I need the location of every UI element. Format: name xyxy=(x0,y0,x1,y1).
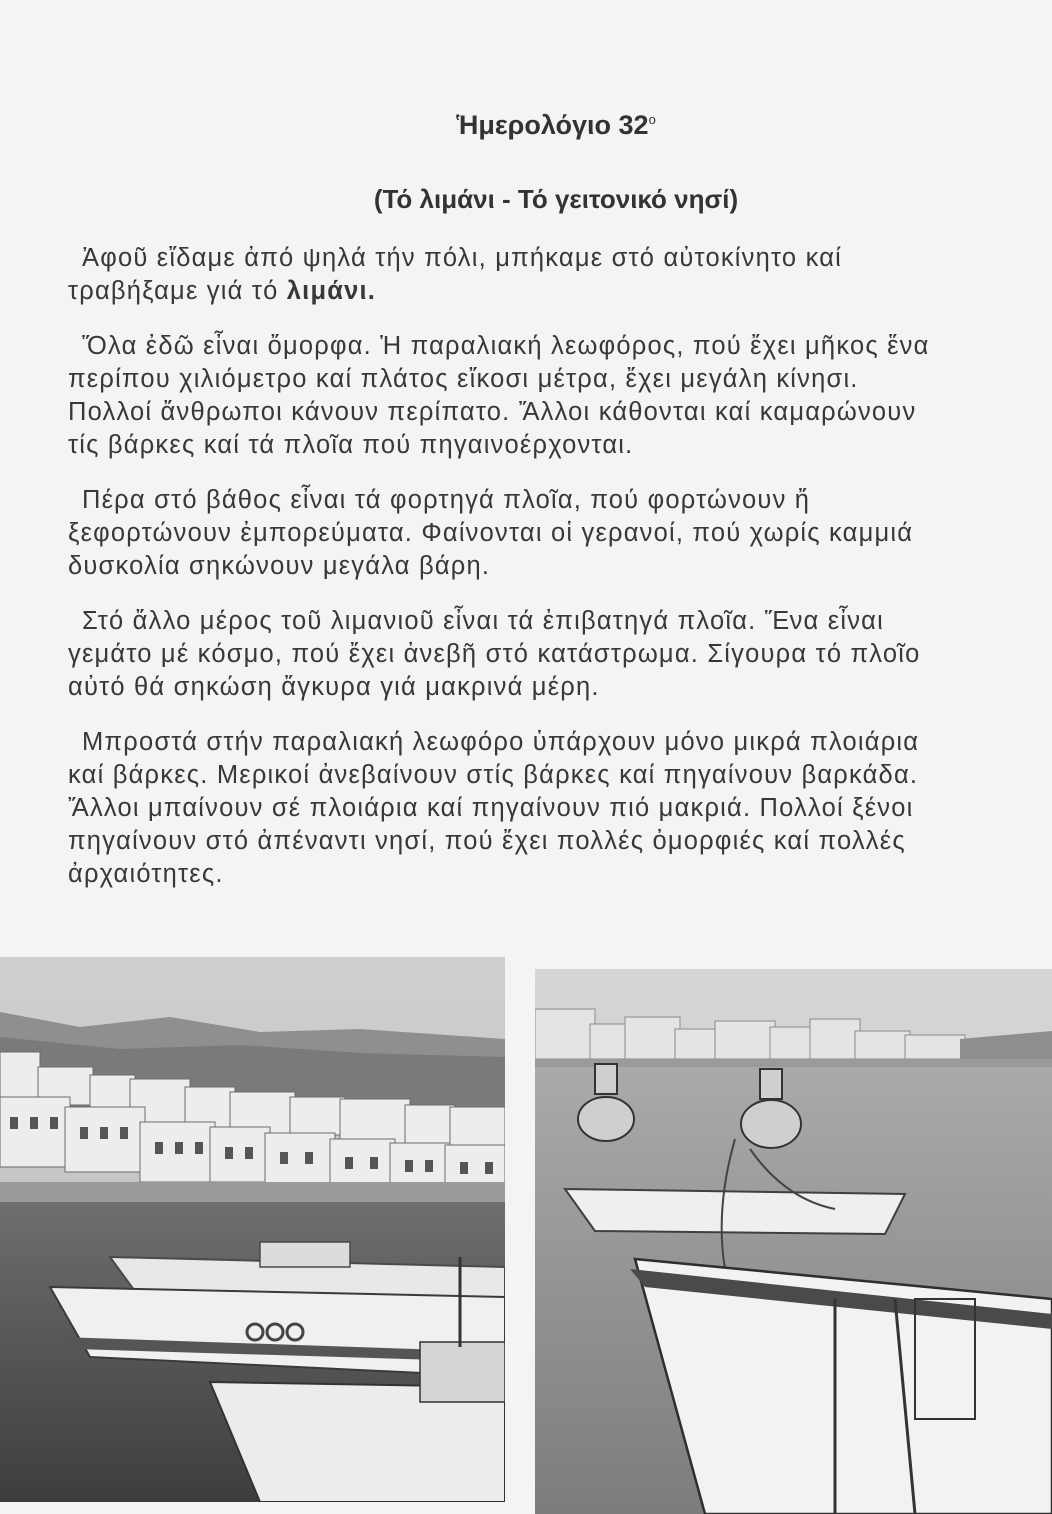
paragraph-5: Μπροστά στήν παραλιακή λεωφόρο ὑπάρχουν μόνο μικρά πλοιάρια καί βάρκες. Μερικοί ἀνεβαίνουν στίς βάρκες καί πηγαίνουν βαρκάδα. Ἄλλοι μπαίνουν σέ πλοιάρια καί πηγαίνουν πιό μακριά. Πολλοί ξένοι πηγαίνουν στό ἀπέναντι νησί, πού ἔχει πολλές ὀμορφιές καί πολλές ἀρχαιότητες. xyxy=(68,728,920,888)
harbour-village-image xyxy=(0,957,505,1502)
paragraph-1-bold: λιμάνι. xyxy=(286,277,377,305)
paragraph-2: Ὅλα ἐδῶ εἶναι ὄμορφα. Ἡ παραλιακή λεωφόρος, πού ἔχει μῆκος ἕνα περίπου χιλιόμετρο καί πλάτος εἴκοσι μέτρα, ἔχει μεγάλη κίνησι. Πολλοί ἄνθρωποι κάνουν περίπατο. Ἄλλοι κάθονται καί καμαρώνουν τίς βάρκες καί τά πλοῖα πού πηγαινοέρχονται. xyxy=(68,332,930,459)
paragraph-1 xyxy=(68,242,948,308)
photo-bay-boats xyxy=(535,969,1052,1514)
page-title xyxy=(0,110,1052,141)
paragraph-3: Πέρα στό βάθος εἶναι τά φορτηγά πλοῖα, πού φορτώνουν ἤ ξεφορτώνουν ἐμπορεύματα. Φαίνονται οἱ γερανοί, πού χωρίς καμμιά δυσκολία σηκώνουν μεγάλα βάρη. xyxy=(68,486,914,580)
photo-harbour-village xyxy=(0,957,505,1502)
photo-strip xyxy=(0,955,1052,1500)
page-subtitle: (Τό λιμάνι - Τό γειτονικό νησί) xyxy=(373,184,739,214)
paragraph-1-text: Ἀφοῦ εἴδαμε ἀπό ψηλά τήν πόλι, μπήκαμε στό αὐτοκίνητο καί τραβήξαμε γιά τό xyxy=(68,244,843,305)
title-superscript: ο xyxy=(648,112,656,127)
title-text: Ἡμερολόγιο 32 xyxy=(456,110,649,140)
paragraph-4: Στό ἄλλο μέρος τοῦ λιμανιοῦ εἶναι τά ἐπιβατηγά πλοῖα. Ἕνα εἶναι γεμάτο μέ κόσμο, πού ἔχει ἀνεβῆ στό κατάστρωμα. Σίγουρα τό πλοῖο αὐτό θά σηκώση ἄγκυρα γιά μακρινά μέρη. xyxy=(68,607,921,701)
bay-boats-image xyxy=(535,969,1052,1514)
body-text xyxy=(68,242,948,913)
